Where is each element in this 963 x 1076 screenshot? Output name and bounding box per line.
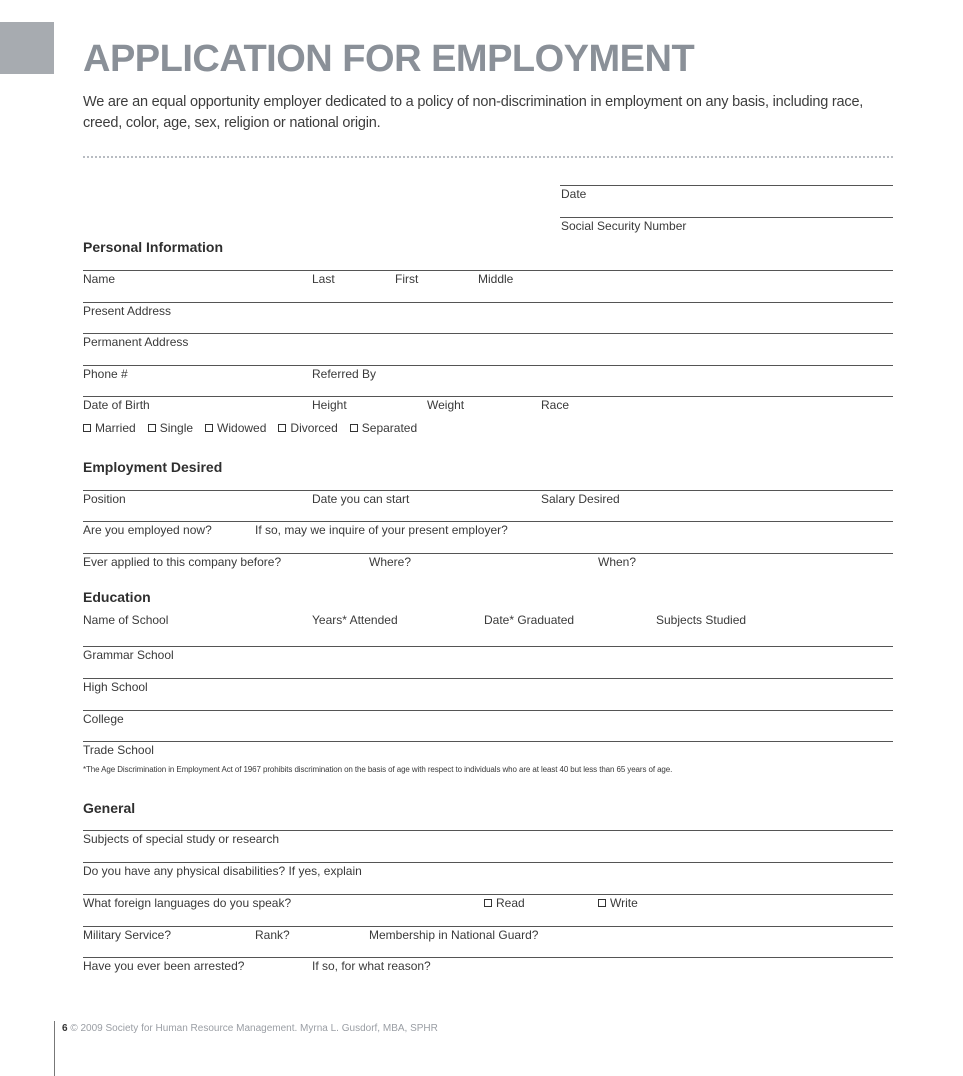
disabilities-line[interactable]: [83, 862, 893, 863]
languages-label: What foreign languages do you speak?: [83, 896, 292, 910]
when-label: When?: [598, 555, 637, 569]
divorced-label: Divorced: [290, 421, 338, 435]
checkbox-box: [484, 899, 492, 907]
employed-now-label: Are you employed now?: [83, 523, 212, 537]
college-label: College: [83, 712, 124, 726]
last-label: Last: [312, 272, 335, 286]
checkbox-box: [205, 424, 213, 432]
race-label: Race: [541, 398, 570, 412]
phone-label: Phone #: [83, 367, 128, 381]
college-line[interactable]: [83, 710, 893, 711]
national-guard-label: Membership in National Guard?: [369, 928, 539, 942]
present-address-line[interactable]: [83, 302, 893, 303]
personal-heading: Personal Information: [83, 239, 224, 255]
first-label: First: [395, 272, 419, 286]
widowed-label: Widowed: [217, 421, 267, 435]
copyright-text: © 2009 Society for Human Resource Management. Myrna L. Gusdorf, MBA, SPHR: [70, 1023, 438, 1034]
high-school-line[interactable]: [83, 678, 893, 679]
where-label: Where?: [369, 555, 412, 569]
special-study-line[interactable]: [83, 830, 893, 831]
reason-label: If so, for what reason?: [312, 959, 431, 973]
page-title: APPLICATION FOR EMPLOYMENT: [83, 38, 695, 80]
ssn-label: Social Security Number: [561, 219, 687, 233]
military-line[interactable]: [83, 926, 893, 927]
divorced-checkbox[interactable]: [278, 421, 337, 435]
position-line[interactable]: [83, 490, 893, 491]
applied-before-line[interactable]: [83, 553, 893, 554]
write-checkbox[interactable]: [598, 896, 638, 910]
checkbox-box: [278, 424, 286, 432]
marital-status-group: [83, 421, 417, 435]
age-discrimination-footnote: *The Age Discrimination in Employment Act of 1967 prohibits discrimination on the basis of age with respect to individuals who are at least 40 but less than 65 years of age.: [83, 765, 673, 774]
salary-label: Salary Desired: [541, 492, 620, 506]
checkbox-box: [350, 424, 358, 432]
position-label: Position: [83, 492, 126, 506]
widowed-checkbox[interactable]: [205, 421, 266, 435]
col-subjects-label: Subjects Studied: [656, 613, 747, 627]
corner-block: [0, 22, 54, 74]
employed-now-line[interactable]: [83, 521, 893, 522]
dob-line[interactable]: [83, 396, 893, 397]
employment-heading: Employment Desired: [83, 459, 223, 475]
general-heading: General: [83, 800, 136, 816]
single-checkbox[interactable]: [148, 421, 193, 435]
middle-label: Middle: [478, 272, 514, 286]
disabilities-label: Do you have any physical disabilities? If yes, explain: [83, 864, 362, 878]
dotted-divider: [83, 156, 893, 158]
col-school-label: Name of School: [83, 613, 169, 627]
height-label: Height: [312, 398, 347, 412]
separated-checkbox[interactable]: [350, 421, 417, 435]
read-label: Read: [496, 896, 525, 910]
write-label: Write: [610, 896, 638, 910]
rank-label: Rank?: [255, 928, 290, 942]
page-number: 6: [62, 1023, 68, 1034]
checkbox-box: [148, 424, 156, 432]
married-checkbox[interactable]: [83, 421, 136, 435]
date-label: Date: [561, 187, 587, 201]
col-graduated-label: Date* Graduated: [484, 613, 575, 627]
separated-label: Separated: [361, 421, 418, 435]
married-label: Married: [95, 421, 136, 435]
date-line[interactable]: [560, 185, 893, 186]
footer: [62, 1023, 438, 1034]
footer-divider: [54, 1021, 55, 1076]
intro-text: We are an equal opportunity employer dedicated to a policy of non-discrimination in employment on any basis, including race, creed, color, age, sex, religion or national origin.: [83, 94, 864, 131]
inquire-label: If so, may we inquire of your present employer?: [255, 523, 508, 537]
col-years-label: Years* Attended: [312, 613, 398, 627]
trade-school-line[interactable]: [83, 741, 893, 742]
special-study-label: Subjects of special study or research: [83, 832, 280, 846]
start-date-label: Date you can start: [312, 492, 410, 506]
high-school-label: High School: [83, 680, 148, 694]
grammar-school-label: Grammar School: [83, 648, 174, 662]
dob-label: Date of Birth: [83, 398, 150, 412]
referred-by-label: Referred By: [312, 367, 377, 381]
applied-before-label: Ever applied to this company before?: [83, 555, 282, 569]
arrested-label: Have you ever been arrested?: [83, 959, 245, 973]
checkbox-box: [598, 899, 606, 907]
checkbox-box: [83, 424, 91, 432]
permanent-address-label: Permanent Address: [83, 335, 189, 349]
permanent-address-line[interactable]: [83, 333, 893, 334]
military-label: Military Service?: [83, 928, 172, 942]
education-heading: Education: [83, 589, 151, 605]
grammar-school-line[interactable]: [83, 646, 893, 647]
weight-label: Weight: [427, 398, 465, 412]
read-checkbox[interactable]: [484, 896, 525, 910]
single-label: Single: [159, 421, 194, 435]
arrested-line[interactable]: [83, 957, 893, 958]
trade-school-label: Trade School: [83, 743, 154, 757]
present-address-label: Present Address: [83, 304, 172, 318]
name-label: Name: [83, 272, 116, 286]
phone-line[interactable]: [83, 365, 893, 366]
languages-line[interactable]: [83, 894, 893, 895]
ssn-line[interactable]: [560, 217, 893, 218]
name-line[interactable]: [83, 270, 893, 271]
